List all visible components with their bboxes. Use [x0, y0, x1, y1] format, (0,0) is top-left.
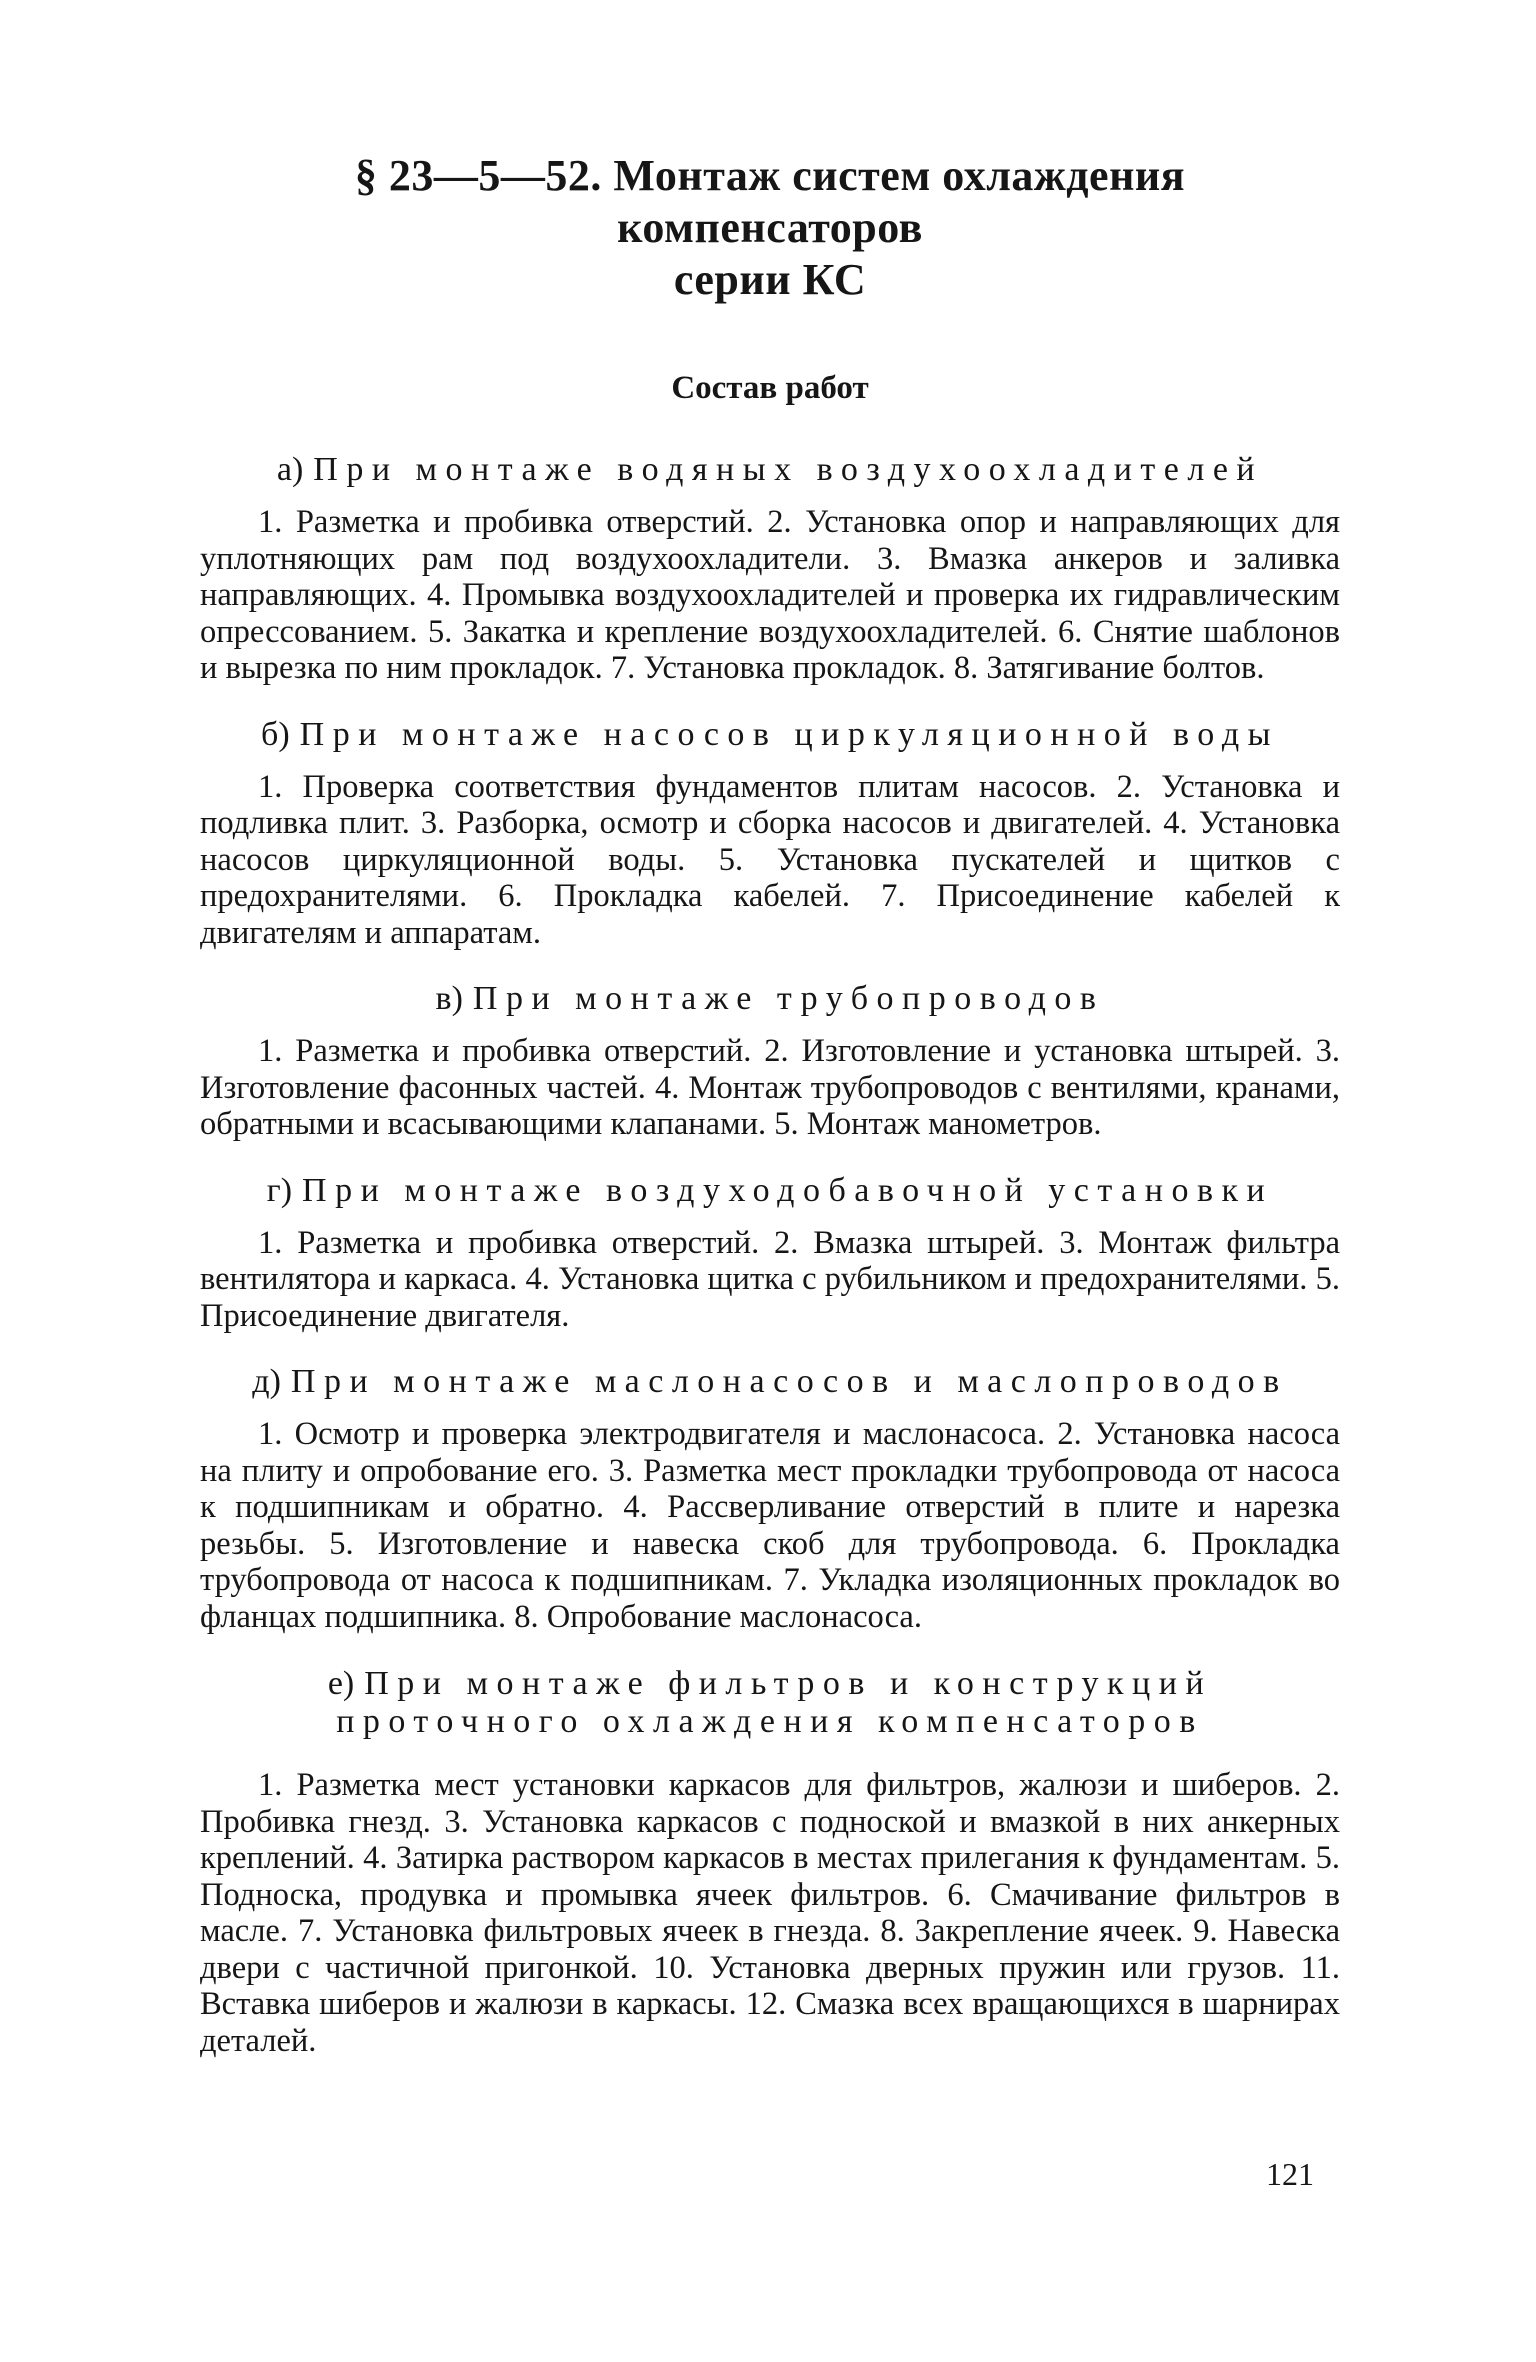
section-heading-text: При монтаже водяных воздухоохладителей	[313, 451, 1264, 488]
section-heading-line2: проточного охлаждения компенсаторов	[336, 1703, 1204, 1740]
section-heading-text: При монтаже маслонасосов и маслопроводов	[290, 1363, 1288, 1400]
page-title-line2: серии КС	[673, 255, 867, 304]
section-label: е)	[327, 1665, 355, 1702]
section-heading	[200, 1364, 1340, 1400]
section-text: 1. Проверка соответствия фундаментов плитам насосов. 2. Установка и подливка плит. 3. Разборка, осмотр и сборка насосов и двигателей. 4. Установка насосов циркуляционной воды. 5. Установка пускателей и щитков с предохранителями. 6. Прокладка кабелей. 7. Присоединение кабелей к двигателям и аппаратам.	[200, 768, 1340, 951]
section-a	[200, 452, 1340, 687]
section-label: б)	[261, 715, 290, 753]
page-title-line1: § 23—5—52. Монтаж систем охлаждения компенсаторов	[354, 151, 1186, 252]
section-heading-text: При монтаже фильтров и конструкций	[364, 1665, 1213, 1702]
section-b	[200, 717, 1340, 952]
section-text: 1. Разметка и пробивка отверстий. 2. Установка опор и направляющих для уплотняющих рам под воздухоохладители. 3. Вмазка анкеров и заливка направляющих. 4. Промывка воздухоохладителей и проверка их гидравлическим опрессованием. 5. Закатка и крепление воздухоохладителей. 6. Снятие шаблонов и вырезка по ним прокладок. 7. Установка прокладок. 8. Затягивание болтов.	[200, 504, 1340, 686]
section-subtitle: Состав работ	[671, 370, 869, 406]
section-label: а)	[276, 451, 304, 488]
section-heading-line1	[200, 1665, 1340, 1703]
section-e	[200, 1665, 1340, 2059]
section-g	[200, 1173, 1340, 1335]
page	[200, 150, 1340, 2089]
section-text: 1. Осмотр и проверка электродвигателя и маслонасоса. 2. Установка насоса на плиту и опробование его. 3. Разметка мест прокладки трубопровода от насоса к подшипникам и обратно. 4. Рассверливание отверстий в плите и нарезка резьбы. 5. Изготовление и навеска скоб для трубопровода. 6. Прокладка трубопровода от насоса к подшипникам. 7. Укладка изоляционных прокладок во фланцах подшипника. 8. Опробование маслонасоса.	[200, 1416, 1340, 1635]
section-heading	[200, 1173, 1340, 1209]
page-number: 121	[1266, 2156, 1314, 2192]
section-heading	[200, 981, 1340, 1017]
section-label: в)	[435, 980, 463, 1017]
section-heading	[200, 452, 1340, 488]
section-heading-text: При монтаже трубопроводов	[472, 980, 1105, 1017]
section-text: 1. Разметка и пробивка отверстий. 2. Вмазка штырей. 3. Монтаж фильтра вентилятора и каркаса. 4. Установка щитка с рубильником и предохранителями. 5. Присоединение двигателя.	[200, 1224, 1340, 1334]
section-label: д)	[252, 1363, 281, 1400]
section-text: 1. Разметка мест установки каркасов для фильтров, жалюзи и шиберов. 2. Пробивка гнезд. 3. Установка каркасов с подноской и вмазкой в них анкерных креплений. 4. Затирка раствором каркасов в местах прилегания к фундаментам. 5. Подноска, продувка и промывка ячеек фильтров. 6. Смачивание фильтров в масле. 7. Установка фильтровых ячеек в гнезда. 8. Закрепление ячеек. 9. Навеска двери с частичной пригонкой. 10. Установка дверных пружин или грузов. 11. Вставка шиберов и жалюзи в каркасы. 12. Смазка всех вращающихся в шарнирах деталей.	[200, 1767, 1340, 2059]
section-heading	[200, 717, 1340, 753]
page-title	[200, 150, 1340, 306]
section-heading-text: При монтаже насосов циркуляционной воды	[299, 715, 1279, 753]
section-label: г)	[266, 1171, 293, 1209]
section-heading	[200, 1665, 1340, 1741]
section-heading-text: При монтаже воздуходобавочной установки	[302, 1171, 1274, 1209]
section-d	[200, 1364, 1340, 1635]
section-v	[200, 981, 1340, 1143]
section-text: 1. Разметка и пробивка отверстий. 2. Изготовление и установка штырей. 3. Изготовление фасонных частей. 4. Монтаж трубопроводов с вентилями, кранами, обратными и всасывающими клапанами. 5. Монтаж манометров.	[200, 1033, 1340, 1142]
